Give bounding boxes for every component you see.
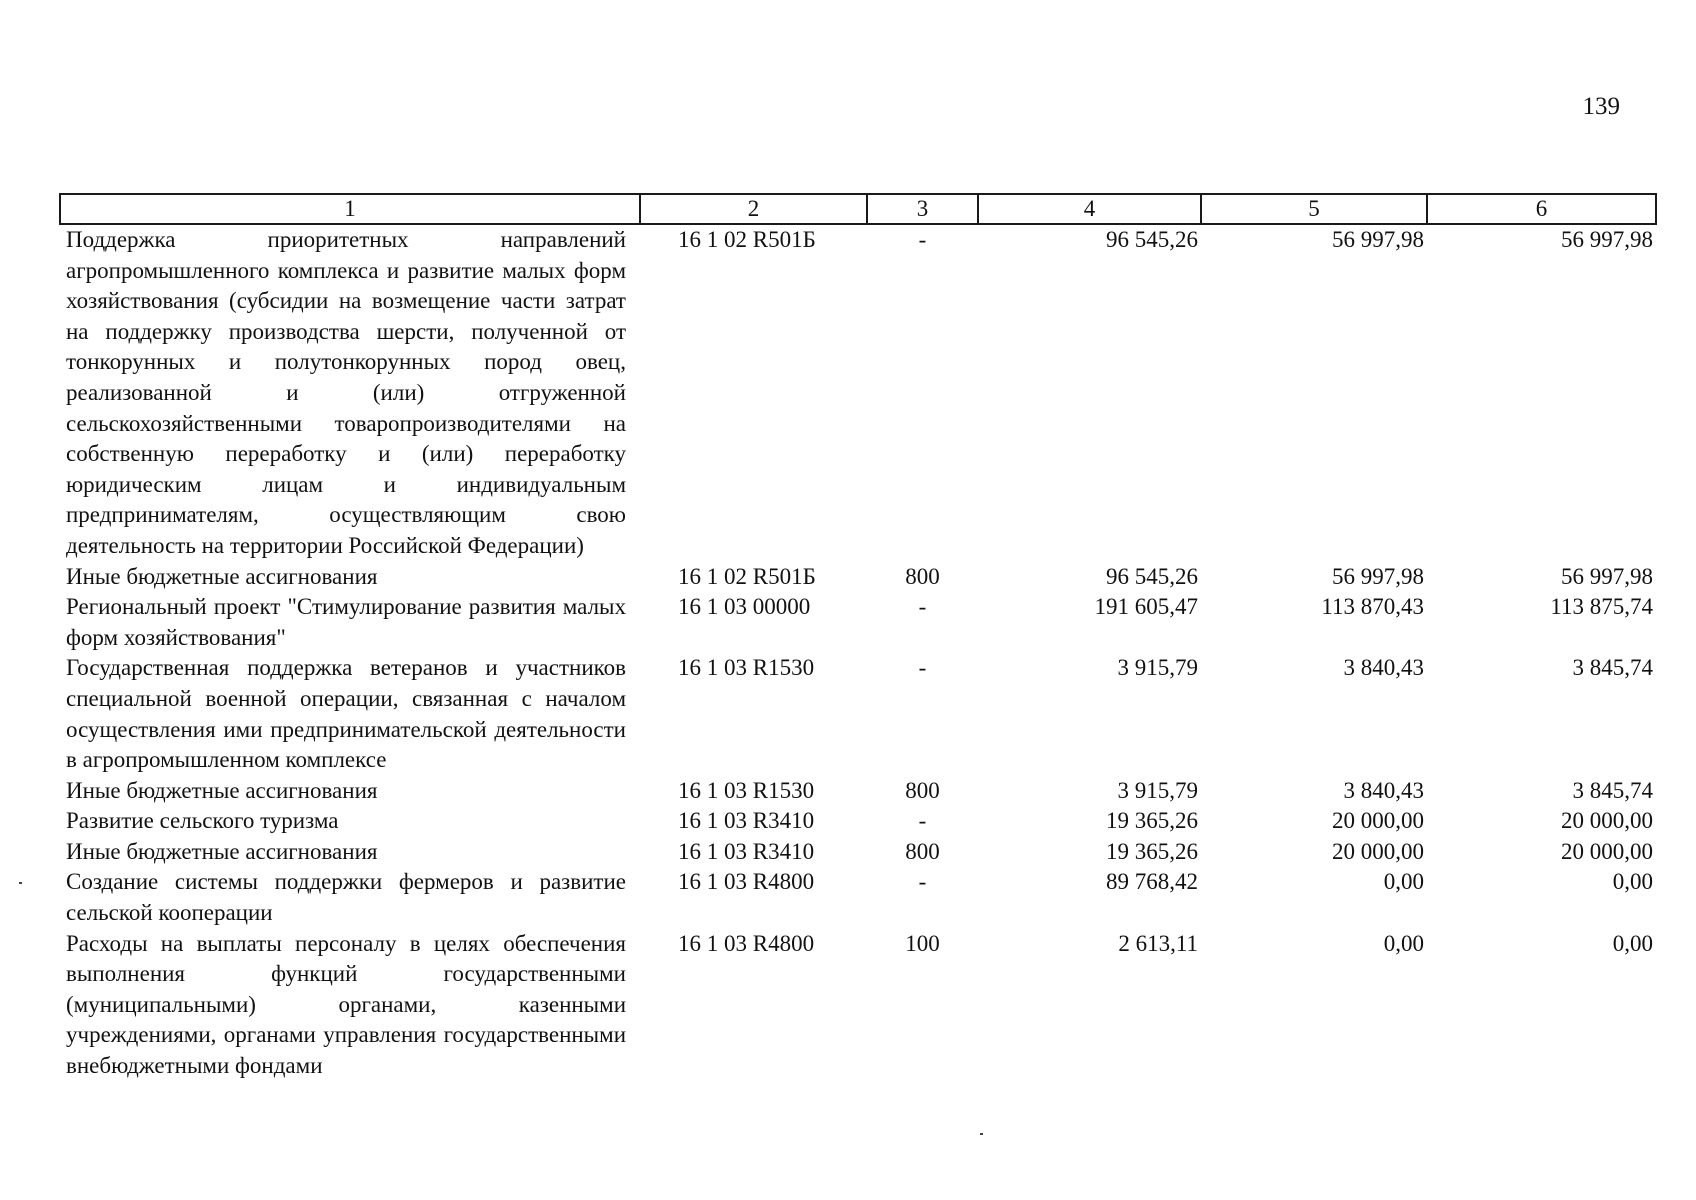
- scan-speck: [980, 1133, 983, 1135]
- row-amount-6: 20 000,00: [1561, 838, 1653, 864]
- row-amount-6: 20 000,00: [1561, 808, 1653, 834]
- row-amount-4: 2 613,11: [1118, 930, 1198, 956]
- header-row: [60, 194, 1656, 224]
- row-code: 16 1 03 R3410: [678, 838, 815, 864]
- row-name: Расходы на выплаты персоналу в целях обеспечения выполнения функций государственными (муниципальными) органами, казенными учреждениями, органами управления государственными внебюджетными фондами: [66, 930, 626, 1079]
- scan-speck: [19, 882, 22, 884]
- row-amount-4: 19 365,26: [1106, 838, 1198, 864]
- table-row: [60, 806, 1656, 837]
- row-expense-type: -: [918, 594, 927, 620]
- row-amount-4: 19 365,26: [1106, 808, 1198, 834]
- row-amount-5: 20 000,00: [1332, 838, 1424, 864]
- row-code: 16 1 03 R1530: [678, 777, 815, 803]
- row-name: Развитие сельского туризма: [66, 808, 339, 834]
- row-expense-type: -: [918, 808, 927, 834]
- row-amount-6: 3 845,74: [1572, 777, 1653, 803]
- row-amount-5: 20 000,00: [1332, 808, 1424, 834]
- row-expense-type: 800: [905, 777, 940, 803]
- row-name: Государственная поддержка ветеранов и участников специальной военной операции, связанная с началом осуществления ими предпринимательской деятельности в агропромышленном комплексе: [66, 655, 626, 773]
- column-header-5: 5: [1201, 194, 1427, 224]
- row-expense-type: 100: [905, 930, 940, 956]
- row-code: 16 1 02 R501Б: [678, 563, 816, 589]
- row-expense-type: 800: [905, 563, 940, 589]
- table-row: [60, 867, 1656, 928]
- row-amount-6: 56 997,98: [1561, 227, 1653, 252]
- row-amount-6: 113 875,74: [1550, 594, 1653, 620]
- row-name: Иные бюджетные ассигнования: [66, 563, 378, 589]
- column-header-1: 1: [60, 194, 640, 224]
- row-amount-5: 3 840,43: [1343, 655, 1424, 681]
- row-code: 16 1 03 00000: [678, 594, 811, 620]
- table-row: [60, 776, 1656, 807]
- table-row: [60, 224, 1656, 562]
- table-row: [60, 653, 1656, 775]
- row-code: 16 1 03 R4800: [678, 930, 815, 956]
- row-code: 16 1 02 R501Б: [678, 227, 816, 252]
- row-amount-6: 3 845,74: [1572, 655, 1653, 681]
- row-amount-4: 96 545,26: [1106, 563, 1198, 589]
- row-amount-5: 0,00: [1383, 930, 1424, 956]
- table-row: [60, 562, 1656, 593]
- row-amount-6: 56 997,98: [1561, 563, 1653, 589]
- row-code: 16 1 03 R4800: [678, 869, 815, 895]
- row-expense-type: -: [918, 655, 927, 681]
- row-expense-type: -: [918, 227, 927, 252]
- column-header-3: 3: [867, 194, 978, 224]
- table-header: [60, 194, 1656, 224]
- row-amount-4: 96 545,26: [1106, 227, 1198, 252]
- row-amount-4: 3 915,79: [1117, 655, 1198, 681]
- table-row: [60, 837, 1656, 868]
- row-name: Создание системы поддержки фермеров и развитие сельской кооперации: [66, 869, 626, 926]
- row-amount-5: 0,00: [1383, 869, 1424, 895]
- row-expense-type: -: [918, 869, 927, 895]
- row-amount-5: 56 997,98: [1332, 227, 1424, 252]
- row-amount-6: 0,00: [1612, 930, 1653, 956]
- column-header-4: 4: [978, 194, 1201, 224]
- table-row: [60, 592, 1656, 653]
- row-name: Иные бюджетные ассигнования: [66, 777, 378, 803]
- table-body: [60, 224, 1656, 1082]
- column-header-6: 6: [1427, 194, 1656, 224]
- row-amount-4: 191 605,47: [1094, 594, 1198, 620]
- row-code: 16 1 03 R3410: [678, 808, 815, 834]
- row-name: Региональный проект "Стимулирование развития малых форм хозяйствования": [66, 594, 626, 650]
- row-amount-5: 3 840,43: [1343, 777, 1424, 803]
- table-row: [60, 929, 1656, 1082]
- row-amount-5: 113 870,43: [1321, 594, 1424, 620]
- page-number: 139: [1582, 93, 1620, 120]
- row-expense-type: 800: [905, 838, 940, 864]
- row-code: 16 1 03 R1530: [678, 655, 815, 681]
- row-amount-4: 3 915,79: [1117, 777, 1198, 803]
- row-amount-5: 56 997,98: [1332, 563, 1424, 589]
- column-header-2: 2: [640, 194, 867, 224]
- row-name: Иные бюджетные ассигнования: [66, 838, 378, 864]
- row-name: Поддержка приоритетных направлений агропромышленного комплекса и развитие малых форм хозяйствования (субсидии на возмещение части затрат на поддержку производства шерсти, полученной от тонкорунных и полутонкорунных пород овец, реализованной и (или) отгруженной сельскохозяйственными товаропроизводителями на собственную переработку и (или) переработку юридическим лицам и индивидуальным предпринимателям, осуществляющим свою деятельность на территории Российской Федерации): [66, 227, 626, 558]
- row-amount-6: 0,00: [1612, 869, 1653, 895]
- budget-table: [59, 193, 1657, 1082]
- row-amount-4: 89 768,42: [1106, 869, 1198, 895]
